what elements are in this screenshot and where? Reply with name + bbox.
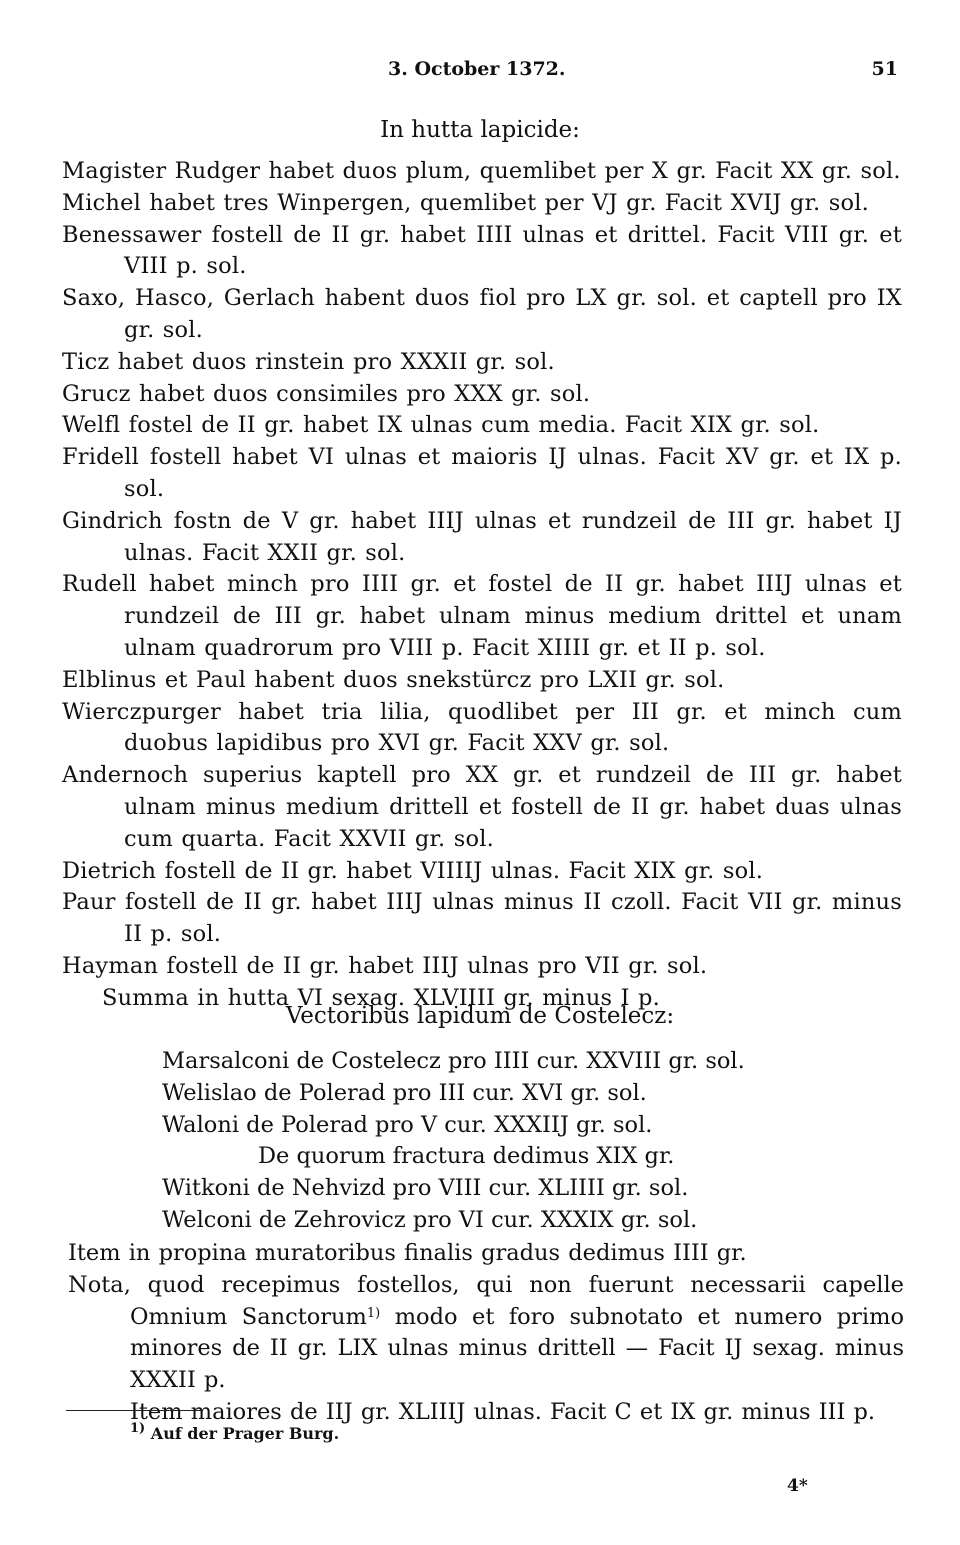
entry-fridell: Fridell fostell habet VI ulnas et maioris IJ ulnas. Facit XV gr. et IX p. sol. [62,444,902,502]
carter-line: Welconi de Zehrovicz pro VI cur. XXXIX gr. sol. [162,1206,698,1233]
nota-text-after: modo et foro subnotato et numero primo minores de II gr. LIX ulnas minus drittell — Facit IJ sexag. minus XXXII p. [130,1303,904,1394]
signature-mark: 4* [787,1476,808,1496]
nota-entry [68,1270,904,1397]
section-heading-vectoribus: Vectoribus lapidum de Costelecz: [285,1003,675,1029]
entry-dietrich: Dietrich fostell de II gr. habet VIIIIJ ulnas. Facit XIX gr. sol. [62,857,764,884]
running-head [0,58,960,88]
closing-notes [68,1238,904,1429]
entry-saxo: Saxo, Hasco, Gerlach habent duos fiol pro LX gr. sol. et captell pro IX gr. sol. [62,285,902,343]
footnote-rule [66,1410,202,1411]
entry-rudger: Magister Rudger habet duos plum, quemlibet per X gr. Facit XX gr. sol. [62,158,901,184]
entry-gindrich: Gindrich fostn de V gr. habet IIIJ ulnas et rundzeil de III gr. habet IJ ulnas. Facit XXII gr. sol. [62,507,902,566]
carter-line: Waloni de Polerad pro V cur. XXXIIJ gr. sol. [162,1111,653,1138]
item-propina: Item in propina muratoribus finalis gradus dedimus IIII gr. [68,1240,747,1266]
entry-michel: Michel habet tres Winpergen, quemlibet per VJ gr. Facit XVIJ gr. sol. [62,189,869,216]
footnote [130,1421,340,1443]
entry-ticz: Ticz habet duos rinstein pro XXXII gr. sol. [62,348,555,375]
carter-line: Marsalconi de Costelecz pro IIII cur. XXVIII gr. sol. [162,1048,745,1074]
section-heading-hutta: In hutta lapicide: [380,117,580,143]
running-title: 3. October 1372. [388,58,566,80]
footnote-reference: 1) [366,1305,381,1321]
footnote-text: Auf der Prager Burg. [145,1424,340,1443]
entry-elblinus: Elblinus et Paul habent duos snekstürcz pro LXII gr. sol. [62,666,725,693]
entry-wierczpurger: Wierczpurger habet tria lilia, quodlibet per III gr. et minch cum duobus lapidibus pro XVI gr. Facit XXV gr. sol. [62,698,902,757]
entry-benessawer: Benessawer fostell de II gr. habet IIII ulnas et drittel. Facit VIII gr. et VIII p. sol. [62,221,902,280]
entry-grucz: Grucz habet duos consimiles pro XXX gr. sol. [62,380,591,407]
fracture-note: De quorum fractura dedimus XIX gr. [258,1143,675,1170]
footnote-mark: 1) [130,1421,146,1436]
page-number: 51 [871,58,898,80]
carter-line: Witkoni de Nehvizd pro VIII cur. XLIIII gr. sol. [162,1175,689,1202]
nota-text-before: Nota, quod recepimus fostellos, qui non fuerunt necessarii capelle Omnium Sanctorum [68,1271,904,1330]
entry-paur: Paur fostell de II gr. habet IIIJ ulnas minus II czoll. Facit VII gr. minus II p. sol. [62,889,902,948]
entry-welfl: Welfl fostel de II gr. habet IX ulnas cum media. Facit XIX gr. sol. [62,412,820,439]
hutta-entries [62,156,902,1015]
summa-hutta: Summa in hutta VI sexag. XLVIIII gr. minus I p. [102,984,661,1011]
entry-andernoch: Andernoch superius kaptell pro XX gr. et rundzeil de III gr. habet ulnam minus medium drittell et fostell de II gr. habet duas ulnas cum quarta. Facit XXVII gr. sol. [62,762,902,852]
item-maiores: Item maiores de IIJ gr. XLIIIJ ulnas. Facit C et IX gr. minus III p. [130,1398,876,1425]
entry-rudell: Rudell habet minch pro IIII gr. et fostel de II gr. habet IIIJ ulnas et rundzeil de III gr. habet ulnam minus medium drittel et unam ulnam quadrorum pro VIII p. Facit XIIII gr. et II p. sol. [62,571,902,661]
vectoribus-list [162,1046,882,1237]
entry-hayman: Hayman fostell de II gr. habet IIIJ ulnas pro VII gr. sol. [62,952,708,979]
carter-line: Welislao de Polerad pro III cur. XVI gr. sol. [162,1079,647,1106]
